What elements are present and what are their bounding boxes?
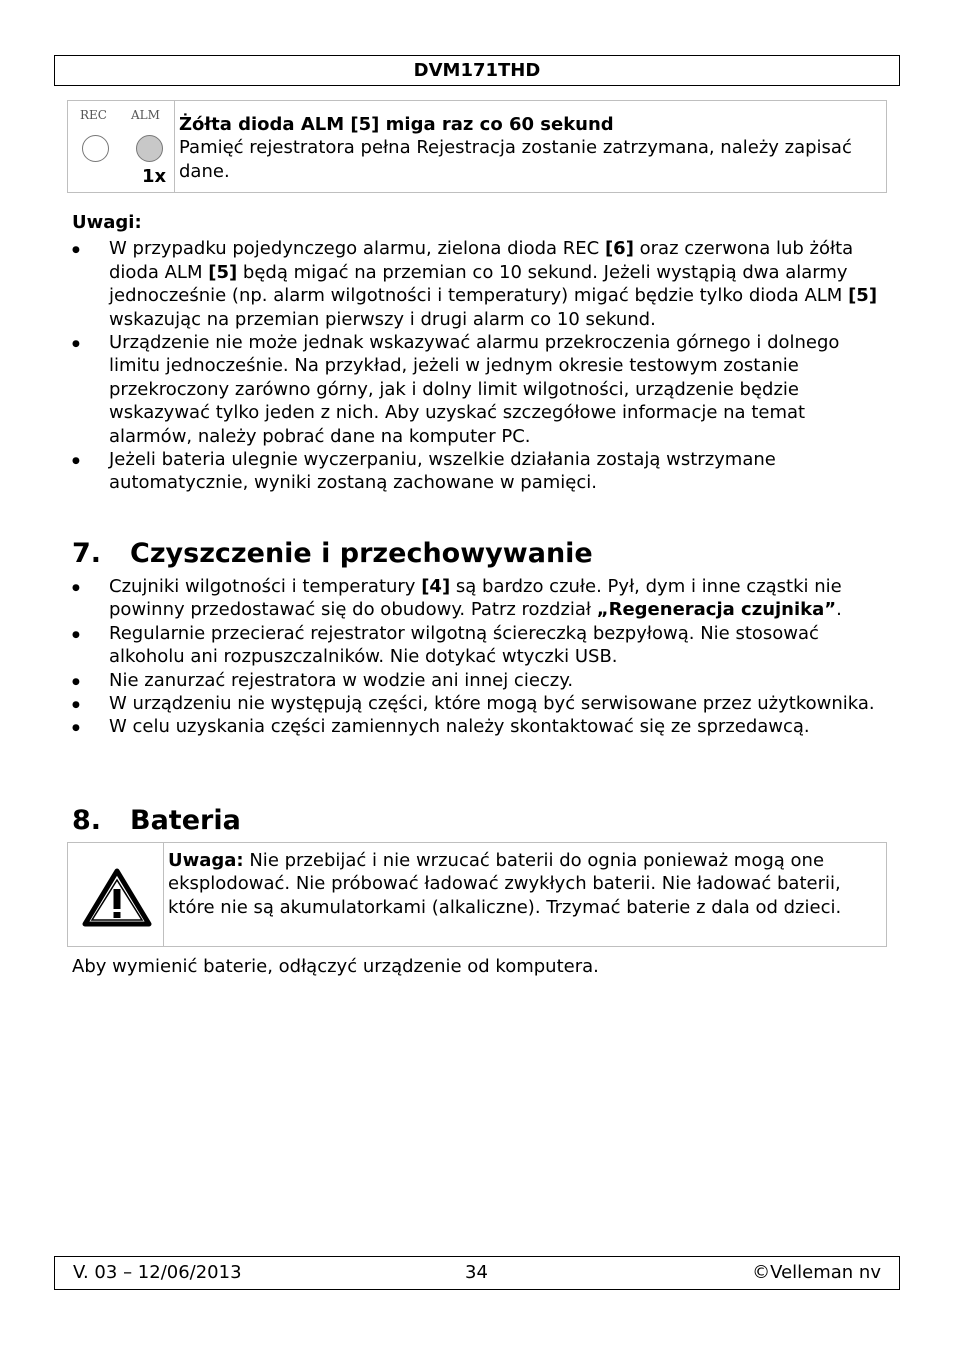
list-item: ● W przypadku pojedynczego alarmu, zielona dioda REC [6] oraz czerwona lub żółta dioda ALM [5] będą migać na przemian co 10 sekund. Jeżeli wystąpią dwa alarmy jednocześnie (np. alarm wilgotności i temperatury) migać będzie tylko dioda ALM [5] wskazując na przemian pierwszy i drugi alarm co 10 sekund. <box>72 237 882 331</box>
footer-page-number: 34 <box>465 1262 488 1283</box>
led-indicator-cell <box>68 101 175 193</box>
led-status-table <box>67 100 887 193</box>
rec-label: REC <box>80 108 107 122</box>
rec-led-off-icon <box>82 135 109 162</box>
led-heading: Żółta dioda ALM [5] miga raz co 60 sekund <box>179 114 614 135</box>
warning-text-cell <box>164 843 887 947</box>
list-item: ● W celu uzyskania części zamiennych należy skontaktować się ze sprzedawcą. <box>72 715 882 738</box>
battery-warning-table <box>67 842 887 947</box>
list-item: ● Jeżeli bateria ulegnie wyczerpaniu, wszelkie działania zostają wstrzymane automatycznie, wyniki zostaną zachowane w pamięci. <box>72 448 882 495</box>
section-8-heading: 8. Bateria <box>72 805 241 836</box>
warning-label: Uwaga: <box>168 850 244 871</box>
page-footer <box>54 1256 900 1290</box>
footer-version: V. 03 – 12/06/2013 <box>73 1262 242 1283</box>
warning-icon-cell <box>68 843 164 947</box>
header-title: DVM171THD <box>54 55 900 86</box>
section-7-body <box>72 575 882 739</box>
blink-count: 1x <box>142 166 167 187</box>
alm-label: ALM <box>131 108 160 122</box>
list-item: ● Urządzenie nie może jednak wskazywać alarmu przekroczenia górnego i dolnego limitu jednocześnie. Na przykład, jeżeli w jednym okresie testowym zostanie przekroczony zarówno górny, jak i dolny limit wilgotności, urządzenie będzie wskazywać tylko jeden z nich. Aby uzyskać szczegółowe informacje na temat alarmów, należy pobrać dane na komputer PC. <box>72 331 882 448</box>
footer-copyright: ©Velleman nv <box>752 1262 881 1283</box>
notes-heading: Uwagi: <box>72 212 142 233</box>
led-description-cell <box>175 101 887 193</box>
list-item: ● Czujniki wilgotności i temperatury [4] są bardzo czułe. Pył, dym i inne cząstki nie powinny przedostawać się do obudowy. Patrz rozdział „Regeneracja czujnika”. <box>72 575 882 622</box>
list-item: ● Regularnie przecierać rejestrator wilgotną ściereczką bezpyłową. Nie stosować alkoholu ani rozpuszczalników. Nie dotykać wtyczki USB. <box>72 622 882 669</box>
led-description: Pamięć rejestratora pełna Rejestracja zostanie zatrzymana, należy zapisać dane. <box>179 137 852 182</box>
warning-text: Nie przebijać i nie wrzucać baterii do ognia ponieważ mogą one eksplodować. Nie próbować ładować zwykłych baterii. Nie ładować baterii, które nie są akumulatorkami (alkaliczne). Trzymać baterie z dala od dzieci. <box>168 850 842 918</box>
battery-paragraph: Aby wymienić baterie, odłączyć urządzenie od komputera. <box>72 956 599 977</box>
section-7-heading: 7. Czyszczenie i przechowywanie <box>72 538 593 569</box>
list-item: ● Nie zanurzać rejestratora w wodzie ani innej cieczy. <box>72 669 882 692</box>
notes-section <box>72 211 882 495</box>
warning-triangle-icon <box>82 867 152 927</box>
alm-led-blink-icon <box>136 135 163 162</box>
list-item: ● W urządzeniu nie występują części, które mogą być serwisowane przez użytkownika. <box>72 692 882 715</box>
